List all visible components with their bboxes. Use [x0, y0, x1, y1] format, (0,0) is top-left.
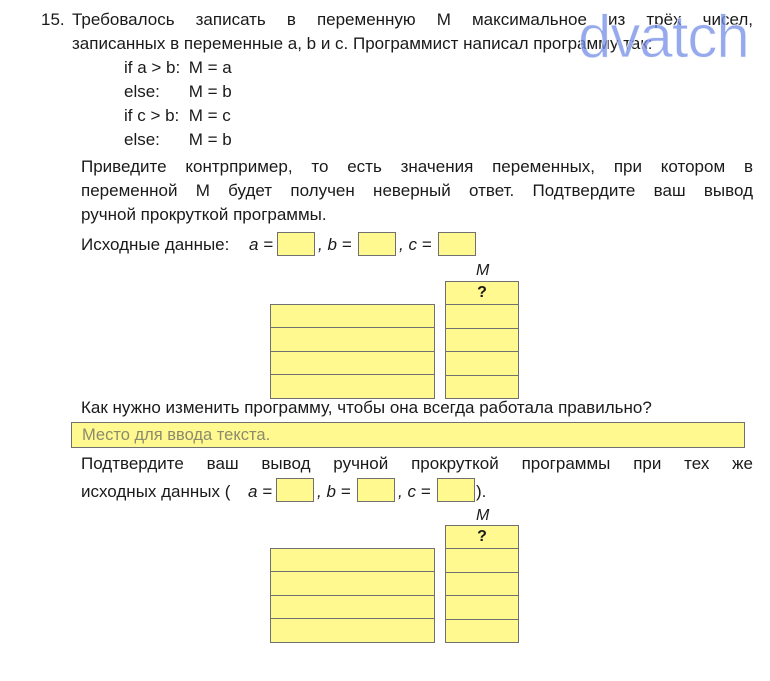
- a-input[interactable]: [277, 232, 315, 256]
- m-cell[interactable]: [446, 596, 518, 619]
- b-input-2[interactable]: [357, 478, 395, 502]
- code-keyword: if c > b:: [124, 106, 180, 125]
- m-cell[interactable]: [446, 620, 518, 643]
- code-statement: M = c: [188, 106, 231, 125]
- initial-data-label: Исходные данные:: [81, 235, 230, 254]
- question1-line2: переменной М будет получен неверный ответ. Подтвердите ваш вывод: [81, 181, 753, 200]
- a-input-2[interactable]: [276, 478, 314, 502]
- m-cell[interactable]: [446, 329, 518, 352]
- b-label-2: , b =: [317, 482, 351, 501]
- code-statement: M = b: [188, 82, 232, 101]
- m-column-label: М: [476, 262, 490, 279]
- code-keyword: else:: [124, 130, 160, 149]
- question3-line2-suffix: ).: [476, 482, 487, 501]
- question3-line2-prefix: исходных данных (: [81, 482, 231, 501]
- m-question-mark: ?: [446, 282, 518, 305]
- trace-row[interactable]: [271, 352, 434, 375]
- code-line-2: [124, 80, 232, 104]
- trace-row[interactable]: [271, 619, 434, 642]
- m-question-mark: ?: [446, 526, 518, 549]
- task-number: 15.: [41, 10, 65, 29]
- code-statement: M = b: [188, 130, 232, 149]
- task-intro-line1: Требовалось записать в переменную М максимальное из трёх чисел,: [72, 10, 753, 29]
- task-intro-line2: записанных в переменные a, b и c. Программист написал программу так:: [72, 34, 653, 53]
- code-keyword: else:: [124, 82, 160, 101]
- m-cell[interactable]: [446, 549, 518, 572]
- trace-table-2[interactable]: [270, 548, 435, 643]
- a-label: a =: [249, 235, 274, 254]
- c-label: , c =: [399, 235, 432, 254]
- answer-text-field[interactable]: Место для ввода текста.: [71, 422, 745, 448]
- code-keyword: if a > b:: [124, 58, 181, 77]
- code-line-4: [124, 128, 232, 152]
- question1-line1: Приведите контрпример, то есть значения переменных, при котором в: [81, 157, 753, 176]
- trace-table-1[interactable]: [270, 304, 435, 399]
- code-line-3: [124, 104, 231, 128]
- m-cell[interactable]: [446, 352, 518, 375]
- b-input[interactable]: [358, 232, 396, 256]
- c-label-2: , c =: [398, 482, 431, 501]
- c-input-2[interactable]: [437, 478, 475, 502]
- m-column-label-2: М: [476, 507, 490, 524]
- question1-line3: ручной прокруткой программы.: [81, 205, 327, 224]
- trace-row[interactable]: [271, 596, 434, 619]
- c-input[interactable]: [438, 232, 476, 256]
- trace-row[interactable]: [271, 549, 434, 572]
- question2: Как нужно изменить программу, чтобы она всегда работала правильно?: [81, 398, 652, 417]
- m-cell[interactable]: [446, 573, 518, 596]
- b-label: , b =: [318, 235, 352, 254]
- trace-row[interactable]: [271, 572, 434, 595]
- m-column-1[interactable]: [445, 281, 519, 399]
- question3-line1: Подтвердите ваш вывод ручной прокруткой программы при тех же: [81, 454, 753, 473]
- m-column-2[interactable]: [445, 525, 519, 643]
- a-label-2: a =: [248, 482, 273, 501]
- trace-row[interactable]: [271, 328, 434, 351]
- code-statement: M = a: [188, 58, 232, 77]
- m-cell[interactable]: [446, 305, 518, 328]
- trace-row[interactable]: [271, 305, 434, 328]
- code-line-1: [124, 56, 232, 80]
- watermark-logo: dvatch: [578, 3, 749, 70]
